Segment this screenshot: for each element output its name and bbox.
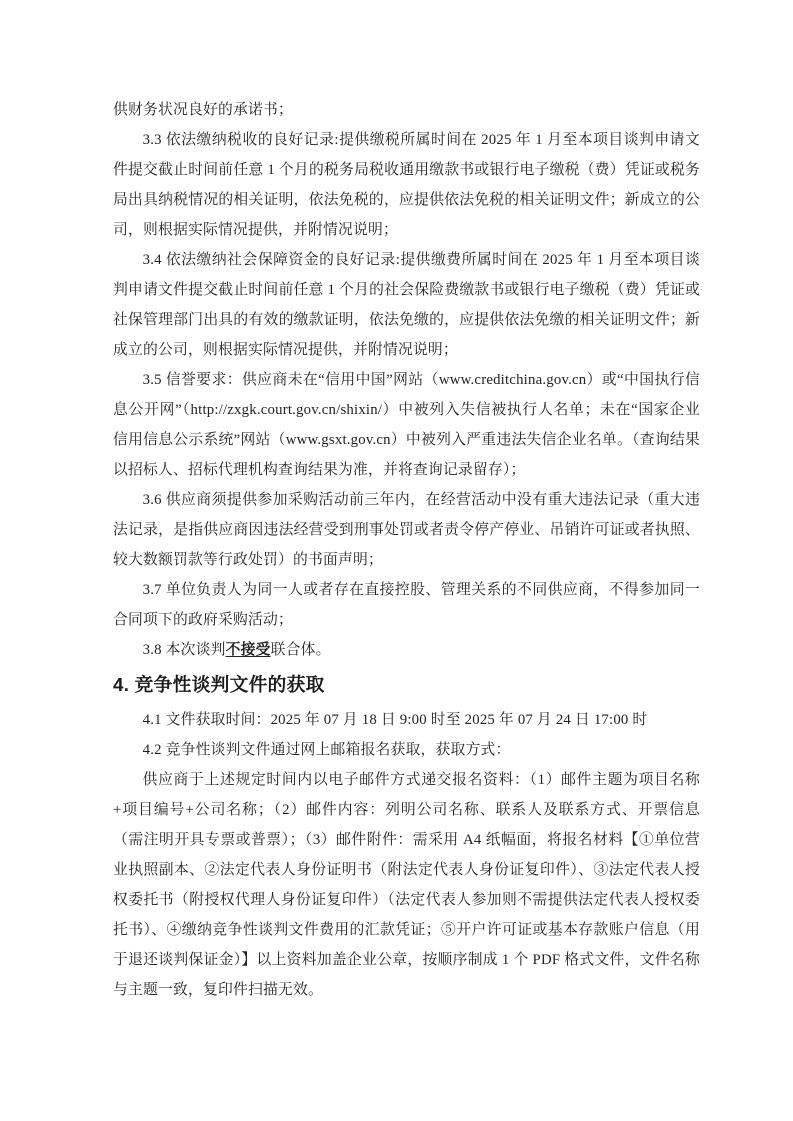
clause-3-8-suffix: 联合体。 xyxy=(270,642,331,658)
paragraph-continuation: 供财务状况良好的承诺书； xyxy=(113,102,293,118)
clause-4-2-obtain-method: 4.2 竞争性谈判文件通过网上邮箱报名获取，获取方式： xyxy=(142,742,511,758)
clause-3-4-social-security-record: 3.4 依法缴纳社会保障资金的良好记录:提供缴费所属时间在 2025 年 1 月至本项目谈判申请文件提交截止时间前任意 1 个月的社会保险费缴款书或银行电子缴税（费）凭证或社保管理部门出具的有效的缴款证明，依法免缴的，应提供依法免缴的相关证明文件；新成立的公司，则根据实际情况提供，并附情况说明； xyxy=(113,252,700,358)
clause-3-3-tax-record: 3.3 依法缴纳税收的良好记录:提供缴税所属时间在 2025 年 1 月至本项目谈判申请文件提交截止时间前任意 1 个月的税务局税收通用缴款书或银行电子缴税（费）凭证或税务局出具纳税情况的相关证明，依法免税的，应提供依法免税的相关证明文件；新成立的公司，则根据实际情况提供，并附情况说明； xyxy=(113,132,700,238)
registration-details-paragraph: 供应商于上述规定时间内以电子邮件方式递交报名资料：（1）邮件主题为项目名称+项目编号+公司名称；（2）邮件内容：列明公司名称、联系人及联系方式、开票信息（需注明开具专票或普票）；（3）邮件附件：需采用 A4 纸幅面，将报名材料【①单位营业执照副本、②法定代表人身份证明书（附法定代表人身份证复印件）、③法定代表人授权委托书（附授权代理人身份证复印件）（法定代表人参加则不需提供法定代表人授权委托书）、④缴纳竞争性谈判文件费用的汇款凭证；⑤开户许可证或基本存款账户信息（用于退还谈判保证金）】以上资料加盖企业公章，按顺序制成 1 个 PDF 格式文件，文件名称与主题一致，复印件扫描无效。 xyxy=(113,772,701,998)
clause-3-5-credit-requirement: 3.5 信誉要求：供应商未在“信用中国”网站（www.creditchina.gov.cn）或“中国执行信息公开网”（http://zxgk.court.gov.cn/shixin/）中被列入失信被执行人名单；未在“国家企业信用信息公示系统”网站（www.gsxt.gov.cn）中被列入严重违法失信企业名单。（查询结果以招标人、招标代理机构查询结果为准，并将查询记录留存）； xyxy=(113,372,700,478)
clause-3-8-prefix: 3.8 本次谈判 xyxy=(142,642,226,658)
clause-3-6-no-major-violation: 3.6 供应商须提供参加采购活动前三年内，在经营活动中没有重大违法记录（重大违法记录，是指供应商因违法经营受到刑事处罚或者责令停产停业、吊销许可证或者执照、较大数额罚款等行政处罚）的书面声明； xyxy=(113,492,700,568)
clause-3-8-no-consortium xyxy=(113,635,700,665)
clause-4-1-obtain-time: 4.1 文件获取时间：2025 年 07 月 18 日 9:00 时至 2025 年 07 月 24 日 17:00 时 xyxy=(142,712,648,728)
clause-3-8-emphasis: 不接受 xyxy=(225,642,271,658)
clause-3-7-same-responsible-person: 3.7 单位负责人为同一人或者存在直接控股、管理关系的不同供应商，不得参加同一合同项下的政府采购活动； xyxy=(113,582,700,628)
section-4-heading: 4. 竞争性谈判文件的获取 xyxy=(113,674,325,695)
